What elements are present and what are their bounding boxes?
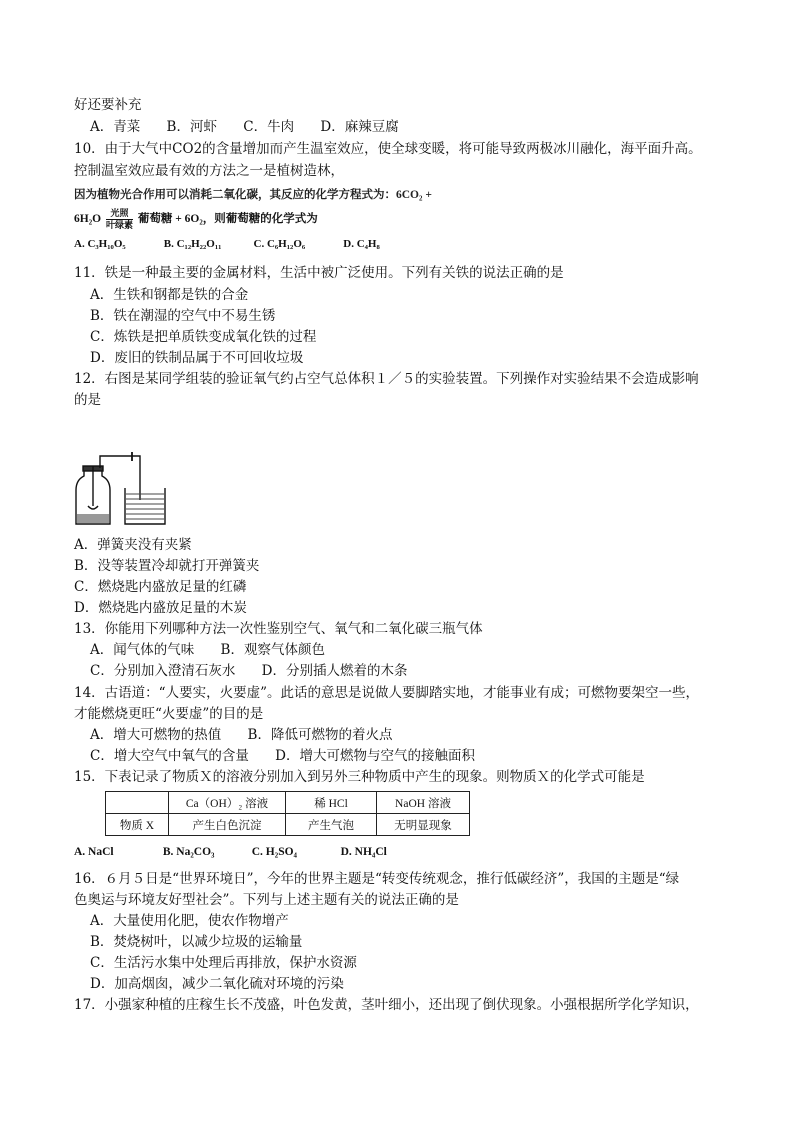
q12-stem: 12．右图是某同学组装的验证氧气约占空气总体积１／５的实验装置。下列操作对实验结果不会造成影响 [74,371,699,387]
option: A．闻气体的气味 [90,642,195,658]
table-cell: 稀 HCl [286,792,377,814]
apparatus-diagram [70,452,182,528]
option: C．燃烧匙内盛放足量的红磷 [74,579,247,595]
option: D．废旧的铁制品属于不可回收垃圾 [90,350,304,366]
option: C．生活污水集中处理后再排放，保护水资源 [90,955,357,971]
option: B. Na₂CO₃ [162,846,215,858]
reaction-arrow [106,208,133,231]
option: A．弹簧夹没有夹紧 [74,537,192,553]
option: D. C₄H₈ [343,238,380,250]
option: B. C₁₂H₂₂O₁₁ [163,238,222,250]
option: A．增大可燃物的热值 [90,727,222,743]
option: D．麻辣豆腐 [320,119,399,135]
option: C. H₂SO₄ [251,846,297,858]
option: D．燃烧匙内盛放足量的木炭 [74,600,247,616]
option: B．河虾 [166,119,217,135]
table-cell [106,792,169,814]
q17-stem: 17．小强家种植的庄稼生长不茂盛，叶色发黄，茎叶细小，还出现了倒伏现象。小强根据所学化学知识， [74,997,699,1013]
eq-right: 葡萄糖 + 6O₂，则葡萄糖的化学式为 [137,213,318,226]
table-cell: NaOH 溶液 [377,792,470,814]
option: C．分别加入澄清石灰水 [90,663,236,679]
option: B．没等装置冷却就打开弹簧夹 [74,558,260,574]
q10-stem-3: 因为植物光合作用可以消耗二氧化碳，其反应的化学方程式为：6CO₂ + [74,189,432,201]
option: D．加高烟囱，减少二氧化硫对环境的污染 [90,976,344,992]
option: A. NaCl [74,846,114,858]
table-cell: Ca（OH）₂ 溶液 [169,792,286,814]
q9-options [90,118,421,136]
spoon-cup [88,506,98,509]
option: A. C₃H₁₀O₅ [74,238,126,250]
flask-water [77,514,109,523]
table-row [106,814,470,836]
option: A．生铁和钢都是铁的合金 [90,287,249,303]
option: B．降低可燃物的着火点 [247,727,393,743]
arrow-condition-bottom: 叶绿素 [105,220,133,230]
q14-stem: 14．古语道：“人要实，火要虚”。此话的意思是说做人要脚踏实地，才能事业有成；可燃物要架空一些， [74,685,699,701]
option: C．增大空气中氧气的含量 [90,748,249,764]
table-cell: 无明显现象 [377,814,470,836]
q10-options [74,238,430,250]
q12-stem-2: 的是 [74,392,101,408]
option: D. NH₄Cl [340,846,387,858]
option: C. C₆H₁₂O₆ [253,238,306,250]
table-header-row [106,792,470,814]
option: A．大量使用化肥，使农作物增产 [90,913,289,929]
q15-stem: 15．下表记录了物质Ｘ的溶液分别加入到另外三种物质中产生的现象。则物质Ｘ的化学式可能是 [74,769,645,785]
q16-stem: 16．６月５日是“世界环境日”，今年的世界主题是“转变传统观念，推行低碳经济”，我国的主题是“绿 [74,871,680,887]
option: B．铁在潮湿的空气中不易生锈 [90,308,276,324]
q15-options [74,846,427,858]
reaction-table [105,791,470,836]
q14-options-row1 [90,726,414,744]
eq-left: 6H₂O [74,213,102,226]
table-cell: 物质 X [106,814,169,836]
option: D．分别插人燃着的木条 [261,663,408,679]
text-line: 好还要补充 [74,97,142,113]
chemical-equation [74,208,318,231]
q10-stem: 10．由于大气中CO2的含量增加而产生温室效应，使全球变暖，将可能导致两极冰川融化，海平面升高。 [74,141,702,157]
q14-options-row2 [90,747,497,765]
arrow-condition-top: 光照 [106,208,133,220]
option: B．焚烧树叶，以减少垃圾的运输量 [90,934,303,950]
q14-stem-2: 才能燃烧更旺“火要虚”的目的是 [74,706,264,722]
option: B．观察气体颜色 [220,642,325,658]
q16-stem-2: 色奥运与环境友好型社会”。下列与上述主题有关的说法正确的是 [74,892,459,908]
q13-options-row2 [90,662,429,680]
option: C．炼铁是把单质铁变成氧化铁的过程 [90,329,317,345]
table-cell: 产生气泡 [286,814,377,836]
q13-options-row1 [90,641,347,659]
q10-stem-2: 控制温室效应最有效的方法之一是植树造林， [74,163,344,179]
option: C．牛肉 [243,119,295,135]
option: A．青菜 [90,119,141,135]
q11-stem: 11．铁是一种最主要的金属材料，生活中被广泛使用。下列有关铁的说法正确的是 [74,265,564,281]
q13-stem: 13．你能用下列哪种方法一次性鉴别空气、氧气和二氧化碳三瓶气体 [74,621,483,637]
option: D．增大可燃物与空气的接触面积 [275,748,475,764]
table-cell: 产生白色沉淀 [169,814,286,836]
